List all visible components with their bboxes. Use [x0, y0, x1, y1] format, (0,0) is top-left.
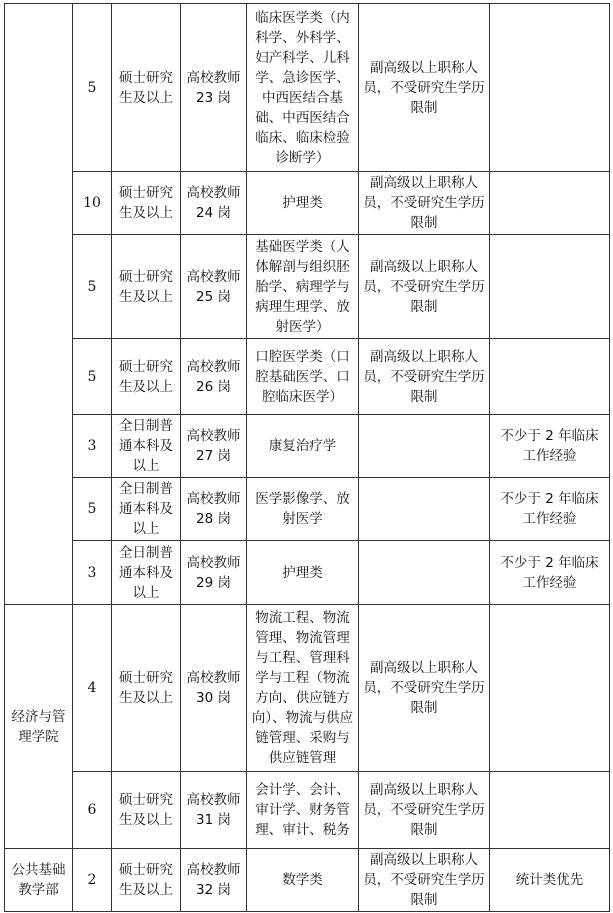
- other-requirement-cell: [490, 172, 610, 235]
- major-cell: 会计学、会计、审计学、财务管理、审计、税务: [247, 772, 359, 849]
- education-cell: 硕士研究生及以上: [112, 772, 181, 849]
- post-cell: 高校教师 24 岗: [181, 172, 247, 235]
- education-cell: 全日制普通本科及以上: [112, 541, 181, 605]
- post-cell: 高校教师 25 岗: [181, 235, 247, 339]
- major-cell: 康复治疗学: [247, 415, 359, 478]
- title-requirement-cell: [359, 478, 490, 541]
- other-requirement-cell: 不少于 2 年临床工作经验: [490, 541, 610, 605]
- count-cell: 5: [73, 4, 112, 172]
- count-cell: 2: [73, 849, 112, 912]
- other-requirement-cell: [490, 235, 610, 339]
- department-cell: 经济与管理学院: [5, 605, 73, 849]
- title-requirement-cell: [359, 415, 490, 478]
- education-cell: 硕士研究生及以上: [112, 339, 181, 415]
- education-cell: 硕士研究生及以上: [112, 605, 181, 772]
- count-cell: 6: [73, 772, 112, 849]
- table-row: [5, 605, 610, 772]
- major-cell: 医学影像学、放射医学: [247, 478, 359, 541]
- major-cell: 口腔医学类（口腔基础医学、口腔临床医学）: [247, 339, 359, 415]
- major-cell: 基础医学类（人体解剖与组织胚胎学、病理学与病理生理学、放射医学）: [247, 235, 359, 339]
- education-cell: 硕士研究生及以上: [112, 235, 181, 339]
- post-cell: 高校教师 28 岗: [181, 478, 247, 541]
- other-requirement-cell: [490, 772, 610, 849]
- title-requirement-cell: 副高级以上职称人员，不受研究生学历限制: [359, 172, 490, 235]
- title-requirement-cell: 副高级以上职称人员，不受研究生学历限制: [359, 849, 490, 912]
- table-row: [5, 415, 610, 478]
- major-cell: 数学类: [247, 849, 359, 912]
- education-cell: 全日制普通本科及以上: [112, 415, 181, 478]
- count-cell: 10: [73, 172, 112, 235]
- count-cell: 5: [73, 235, 112, 339]
- post-cell: 高校教师 29 岗: [181, 541, 247, 605]
- major-cell: 物流工程、物流管理、物流管理与工程、管理科学与工程（物流方向、供应链方向）、物流与供应链管理、采购与供应链管理: [247, 605, 359, 772]
- post-cell: 高校教师 30 岗: [181, 605, 247, 772]
- title-requirement-cell: 副高级以上职称人员，不受研究生学历限制: [359, 4, 490, 172]
- education-cell: 硕士研究生及以上: [112, 172, 181, 235]
- major-cell: 临床医学类（内科学、外科学、妇产科学、儿科学、急诊医学、中西医结合基础、中西医结合临床、临床检验诊断学）: [247, 4, 359, 172]
- post-cell: 高校教师 31 岗: [181, 772, 247, 849]
- post-cell: 高校教师 27 岗: [181, 415, 247, 478]
- post-cell: 高校教师 32 岗: [181, 849, 247, 912]
- table-row: [5, 849, 610, 912]
- table-row: [5, 541, 610, 605]
- title-requirement-cell: 副高级以上职称人员，不受研究生学历限制: [359, 339, 490, 415]
- title-requirement-cell: 副高级以上职称人员，不受研究生学历限制: [359, 772, 490, 849]
- table-row: [5, 478, 610, 541]
- education-cell: 硕士研究生及以上: [112, 4, 181, 172]
- other-requirement-cell: [490, 605, 610, 772]
- education-cell: 硕士研究生及以上: [112, 849, 181, 912]
- other-requirement-cell: [490, 339, 610, 415]
- other-requirement-cell: [490, 4, 610, 172]
- count-cell: 3: [73, 541, 112, 605]
- count-cell: 3: [73, 415, 112, 478]
- count-cell: 5: [73, 478, 112, 541]
- table-row: [5, 772, 610, 849]
- table-row: [5, 235, 610, 339]
- major-cell: 护理类: [247, 541, 359, 605]
- education-cell: 全日制普通本科及以上: [112, 478, 181, 541]
- title-requirement-cell: 副高级以上职称人员，不受研究生学历限制: [359, 235, 490, 339]
- title-requirement-cell: [359, 541, 490, 605]
- post-cell: 高校教师 23 岗: [181, 4, 247, 172]
- major-cell: 护理类: [247, 172, 359, 235]
- other-requirement-cell: 不少于 2 年临床工作经验: [490, 478, 610, 541]
- count-cell: 4: [73, 605, 112, 772]
- title-requirement-cell: 副高级以上职称人员，不受研究生学历限制: [359, 605, 490, 772]
- table-row: [5, 339, 610, 415]
- department-cell: 公共基础教学部: [5, 849, 73, 912]
- count-cell: 5: [73, 339, 112, 415]
- other-requirement-cell: 不少于 2 年临床工作经验: [490, 415, 610, 478]
- table-row: [5, 4, 610, 172]
- recruitment-table: [4, 3, 610, 912]
- post-cell: 高校教师 26 岗: [181, 339, 247, 415]
- department-cell-continued: [5, 4, 73, 605]
- other-requirement-cell: 统计类优先: [490, 849, 610, 912]
- table-row: [5, 172, 610, 235]
